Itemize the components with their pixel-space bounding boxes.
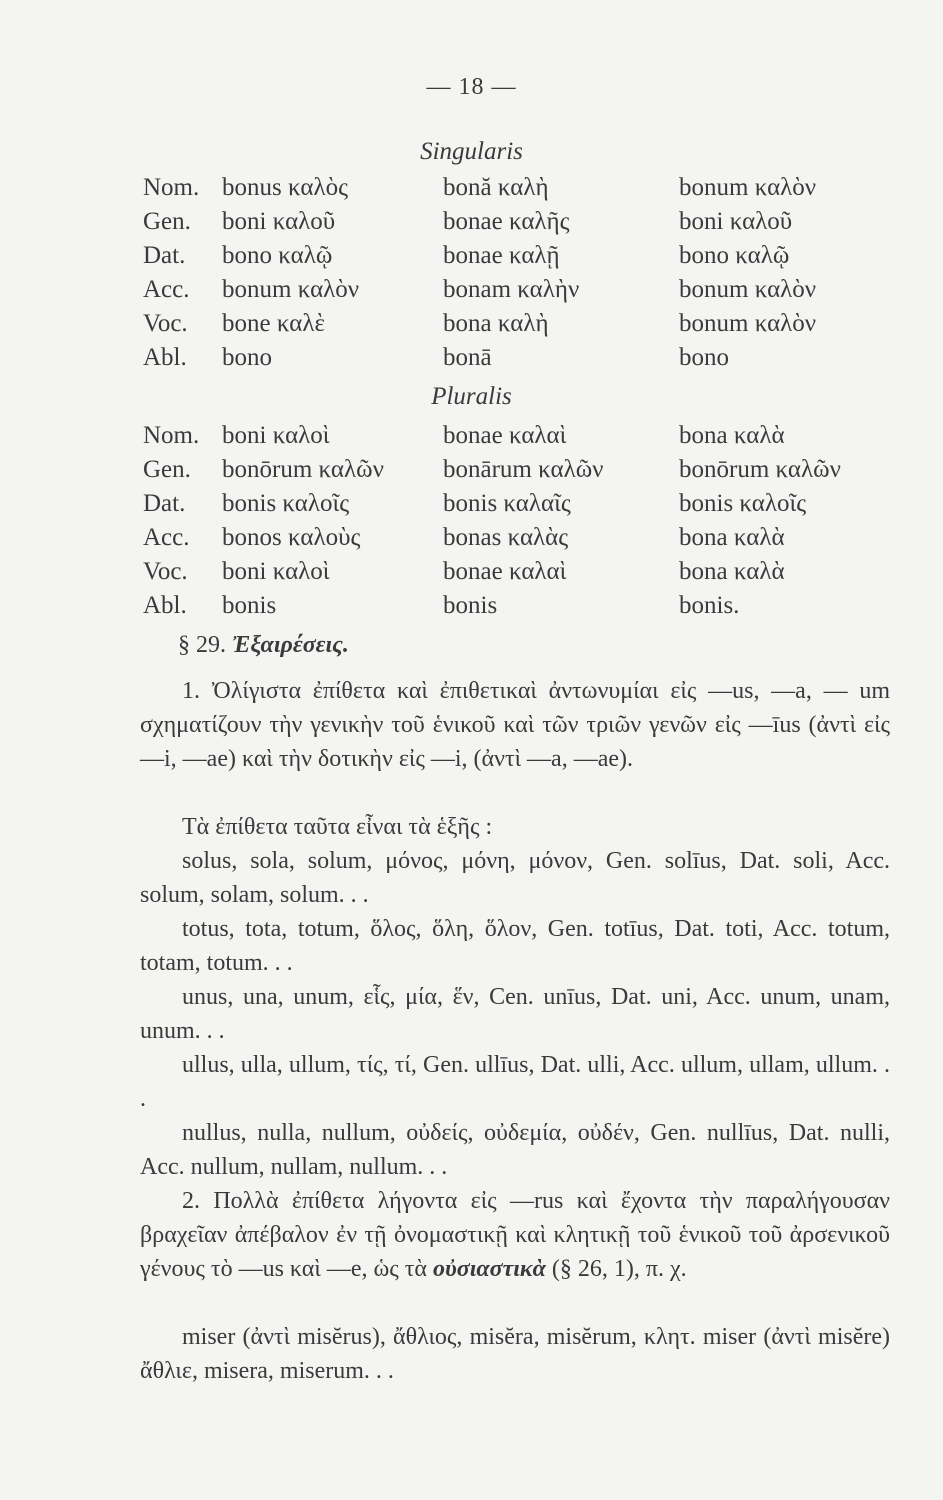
table-row <box>0 344 943 378</box>
masculine-form: bonum καλὸν <box>222 276 360 303</box>
table-row <box>0 490 943 524</box>
feminine-form: bonārum καλῶν <box>443 456 604 483</box>
masculine-form: boni καλοὶ <box>222 422 330 449</box>
paragraph-intro: Τὰ ἐπίθετα ταῦτα εἶναι τὰ ἑξῆς : <box>182 814 493 840</box>
neuter-form: bona καλὰ <box>679 422 785 449</box>
rule-2-reference: (§ 26, 1), π. χ. <box>551 1255 687 1282</box>
case-label: Abl. <box>143 592 187 619</box>
masculine-form: bonis καλοῖς <box>222 490 350 517</box>
paragraph-unus: unus, una, unum, εἷς, μία, ἕν, Cen. unīus, Dat. uni, Acc. unum, unam, unum. . . <box>140 984 890 1044</box>
paragraph-rule-2 <box>140 1185 890 1287</box>
masculine-form: bonōrum καλῶν <box>222 456 384 483</box>
table-row <box>0 422 943 456</box>
masculine-form: boni καλοὶ <box>222 558 330 585</box>
case-label: Acc. <box>143 276 190 303</box>
case-label: Gen. <box>143 208 191 235</box>
masculine-form: bono <box>222 344 272 371</box>
neuter-form: bonis. <box>679 592 740 619</box>
paragraph-nullus: nullus, nulla, nullum, οὐδείς, οὐδεμία, οὐδέν, Gen. nullīus, Dat. nulli, Acc. nullum, nullam, nullum. . . <box>140 1120 890 1180</box>
table-row <box>0 174 943 208</box>
masculine-form: bonis <box>222 592 277 619</box>
rule-2-emphasis: οὐσιαστικὰ <box>433 1255 546 1282</box>
feminine-form: bonae καλῇ <box>443 242 560 269</box>
section-number: § 29. <box>178 632 226 658</box>
paragraph-miser: miser (ἀντὶ misĕrus), ἄθλιος, misĕra, misĕrum, κλητ. miser (ἀντὶ misĕre) ἄθλιε, misera, miserum. . . <box>140 1324 890 1384</box>
plural-heading: Pluralis <box>431 383 512 410</box>
masculine-form: bone καλὲ <box>222 310 325 337</box>
table-row <box>0 558 943 592</box>
table-row <box>0 242 943 276</box>
masculine-form: bonos καλοὺς <box>222 524 361 551</box>
feminine-form: bonam καλὴν <box>443 276 580 303</box>
neuter-form: bonis καλοῖς <box>679 490 807 517</box>
neuter-form: bonōrum καλῶν <box>679 456 841 483</box>
case-label: Gen. <box>143 456 191 483</box>
case-label: Abl. <box>143 344 187 371</box>
feminine-form: bonā <box>443 344 492 371</box>
table-row <box>0 524 943 558</box>
feminine-form: bonis καλαῖς <box>443 490 571 517</box>
paragraph-ullus: ullus, ulla, ullum, τίς, τί, Gen. ullīus, Dat. ulli, Acc. ullum, ullam, ullum. . . <box>140 1052 890 1112</box>
rule-2-text: 2. Πολλὰ ἐπίθετα λήγοντα εἰς —rus καὶ ἔχοντα τὴν παραλήγουσαν βραχεῖαν ἀπέβαλον ἐν τῇ ὀνομαστικῇ καὶ κλητικῇ τοῦ ἑνικοῦ τοῦ ἀρσενικοῦ γένους τὸ —us καὶ —e, ὡς τὰ <box>140 1188 890 1282</box>
case-label: Nom. <box>143 174 200 201</box>
paragraph-solus: solus, sola, solum, μόνος, μόνη, μόνον, Gen. solīus, Dat. soli, Acc. solum, solam, solum. . . <box>140 848 890 908</box>
case-label: Dat. <box>143 242 186 269</box>
section-title <box>178 632 349 659</box>
paragraph-totus: totus, tota, totum, ὅλος, ὅλη, ὅλον, Gen. totīus, Dat. toti, Acc. totum, totam, totum. . . <box>140 916 890 976</box>
neuter-form: bona καλὰ <box>679 558 785 585</box>
feminine-form: bonae καλῆς <box>443 208 570 235</box>
case-label: Dat. <box>143 490 186 517</box>
neuter-form: bono καλῷ <box>679 242 790 269</box>
feminine-form: bona καλὴ <box>443 310 549 337</box>
feminine-form: bonis <box>443 592 498 619</box>
page-number: — 18 — <box>426 74 517 100</box>
neuter-form: bono <box>679 344 729 371</box>
neuter-form: boni καλοῦ <box>679 208 793 235</box>
case-label: Acc. <box>143 524 190 551</box>
paragraph-rule-1: 1. Ὀλίγιστα ἐπίθετα καὶ ἐπιθετικαὶ ἀντωνυμίαι εἰς —us, —a, — um σχηματίζουν τὴν γενικὴν τοῦ ἑνικοῦ καὶ τῶν τριῶν γενῶν εἰς —īus (ἀντὶ εἰς —i, —ae) καὶ τὴν δοτικὴν εἰς —i, (ἀντὶ —a, —ae). <box>140 678 890 772</box>
neuter-form: bonum καλὸν <box>679 276 817 303</box>
feminine-form: bonă καλὴ <box>443 174 549 201</box>
feminine-form: bonas καλὰς <box>443 524 569 551</box>
table-row <box>0 276 943 310</box>
neuter-form: bona καλὰ <box>679 524 785 551</box>
masculine-form: boni καλοῦ <box>222 208 336 235</box>
singular-heading: Singularis <box>420 138 523 165</box>
masculine-form: bonus καλὸς <box>222 174 348 201</box>
case-label: Voc. <box>143 558 188 585</box>
table-row <box>0 208 943 242</box>
table-row <box>0 310 943 344</box>
masculine-form: bono καλῷ <box>222 242 333 269</box>
section-heading: Ἐξαιρέσεις. <box>232 632 349 658</box>
table-row <box>0 592 943 626</box>
feminine-form: bonae καλαὶ <box>443 422 567 449</box>
case-label: Voc. <box>143 310 188 337</box>
feminine-form: bonae καλαὶ <box>443 558 567 585</box>
table-row <box>0 456 943 490</box>
neuter-form: bonum καλὸν <box>679 174 817 201</box>
neuter-form: bonum καλὸν <box>679 310 817 337</box>
case-label: Nom. <box>143 422 200 449</box>
